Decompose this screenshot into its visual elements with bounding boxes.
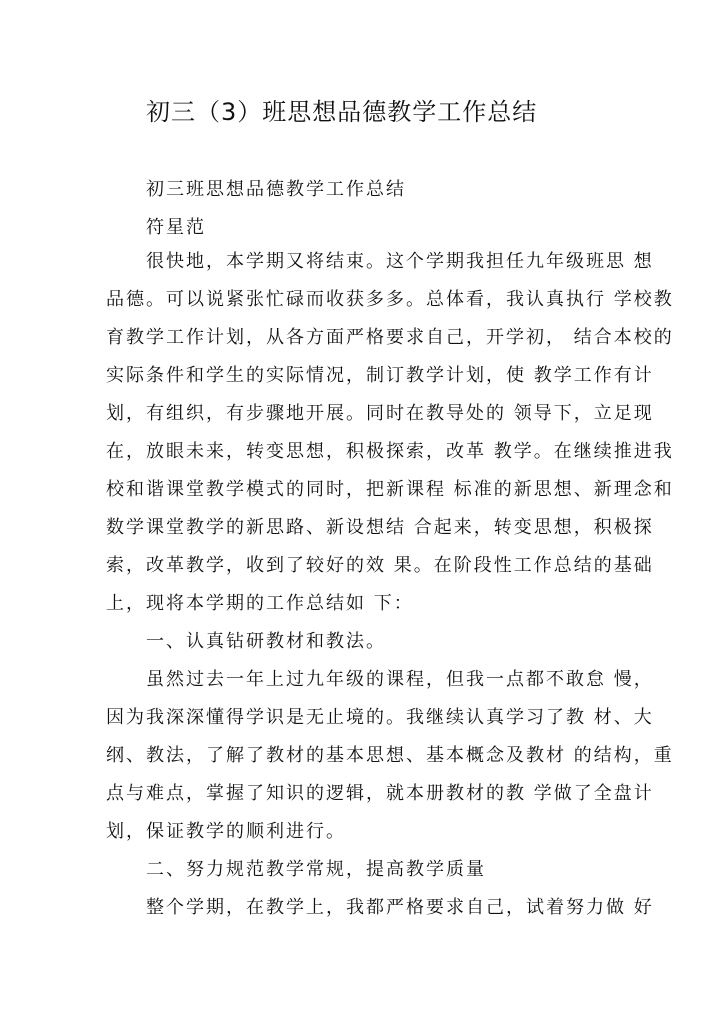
body-text-line: 虽然过去一年上过九年级的课程，但我一点都不敢怠 慢， [146, 669, 654, 690]
body-text-line: 一、认真钻研教材和教法。 [146, 631, 386, 652]
body-text-line: 很快地，本学期又将结束。这个学期我担任九年级班思 想 [146, 251, 654, 272]
body-text-line: 在，放眼未来，转变思想，积极探索，改革 教学。在继续推进我 [106, 441, 674, 462]
body-text-line: 校和谐课堂教学模式的同时，把新课程 标准的新思想、新理念和 [106, 479, 674, 500]
body-text-line: 因为我深深懂得学识是无止境的。我继续认真学习了教 材、大 [106, 707, 654, 728]
body-text-line: 整个学期，在教学上，我都严格要求自己，试着努力做 好 [146, 897, 654, 918]
document-title: 初三（3）班思想品德教学工作总结 [146, 98, 538, 126]
body-text-line: 品德。可以说紧张忙碌而收获多多。总体看，我认真执行 学校教 [106, 289, 674, 310]
document-author: 符星范 [146, 217, 206, 238]
body-text-line: 索，改革教学，收到了较好的效 果。在阶段性工作总结的基础 [106, 555, 654, 576]
body-text-line: 数学课堂教学的新思路、新设想结 合起来，转变思想，积极探 [106, 517, 654, 538]
body-text-line: 育教学工作计划，从各方面严格要求自己，开学初， 结合本校的 [106, 327, 674, 348]
body-text-line: 划，有组织，有步骤地开展。同时在教导处的 领导下，立足现 [106, 403, 654, 424]
body-text-line: 纲、教法，了解了教材的基本思想、基本概念及教材 的结构，重 [106, 745, 674, 766]
body-text-line: 上，现将本学期的工作总结如 下： [106, 593, 414, 614]
body-text-line: 二、努力规范教学常规，提高教学质量 [146, 859, 486, 880]
body-text-line: 划，保证教学的顺利进行。 [106, 821, 346, 842]
document-subtitle: 初三班思想品德教学工作总结 [146, 179, 406, 200]
body-text-line: 点与难点，掌握了知识的逻辑，就本册教材的教 学做了全盘计 [106, 783, 654, 804]
body-text-line: 实际条件和学生的实际情况，制订教学计划，使 教学工作有计 [106, 365, 654, 386]
